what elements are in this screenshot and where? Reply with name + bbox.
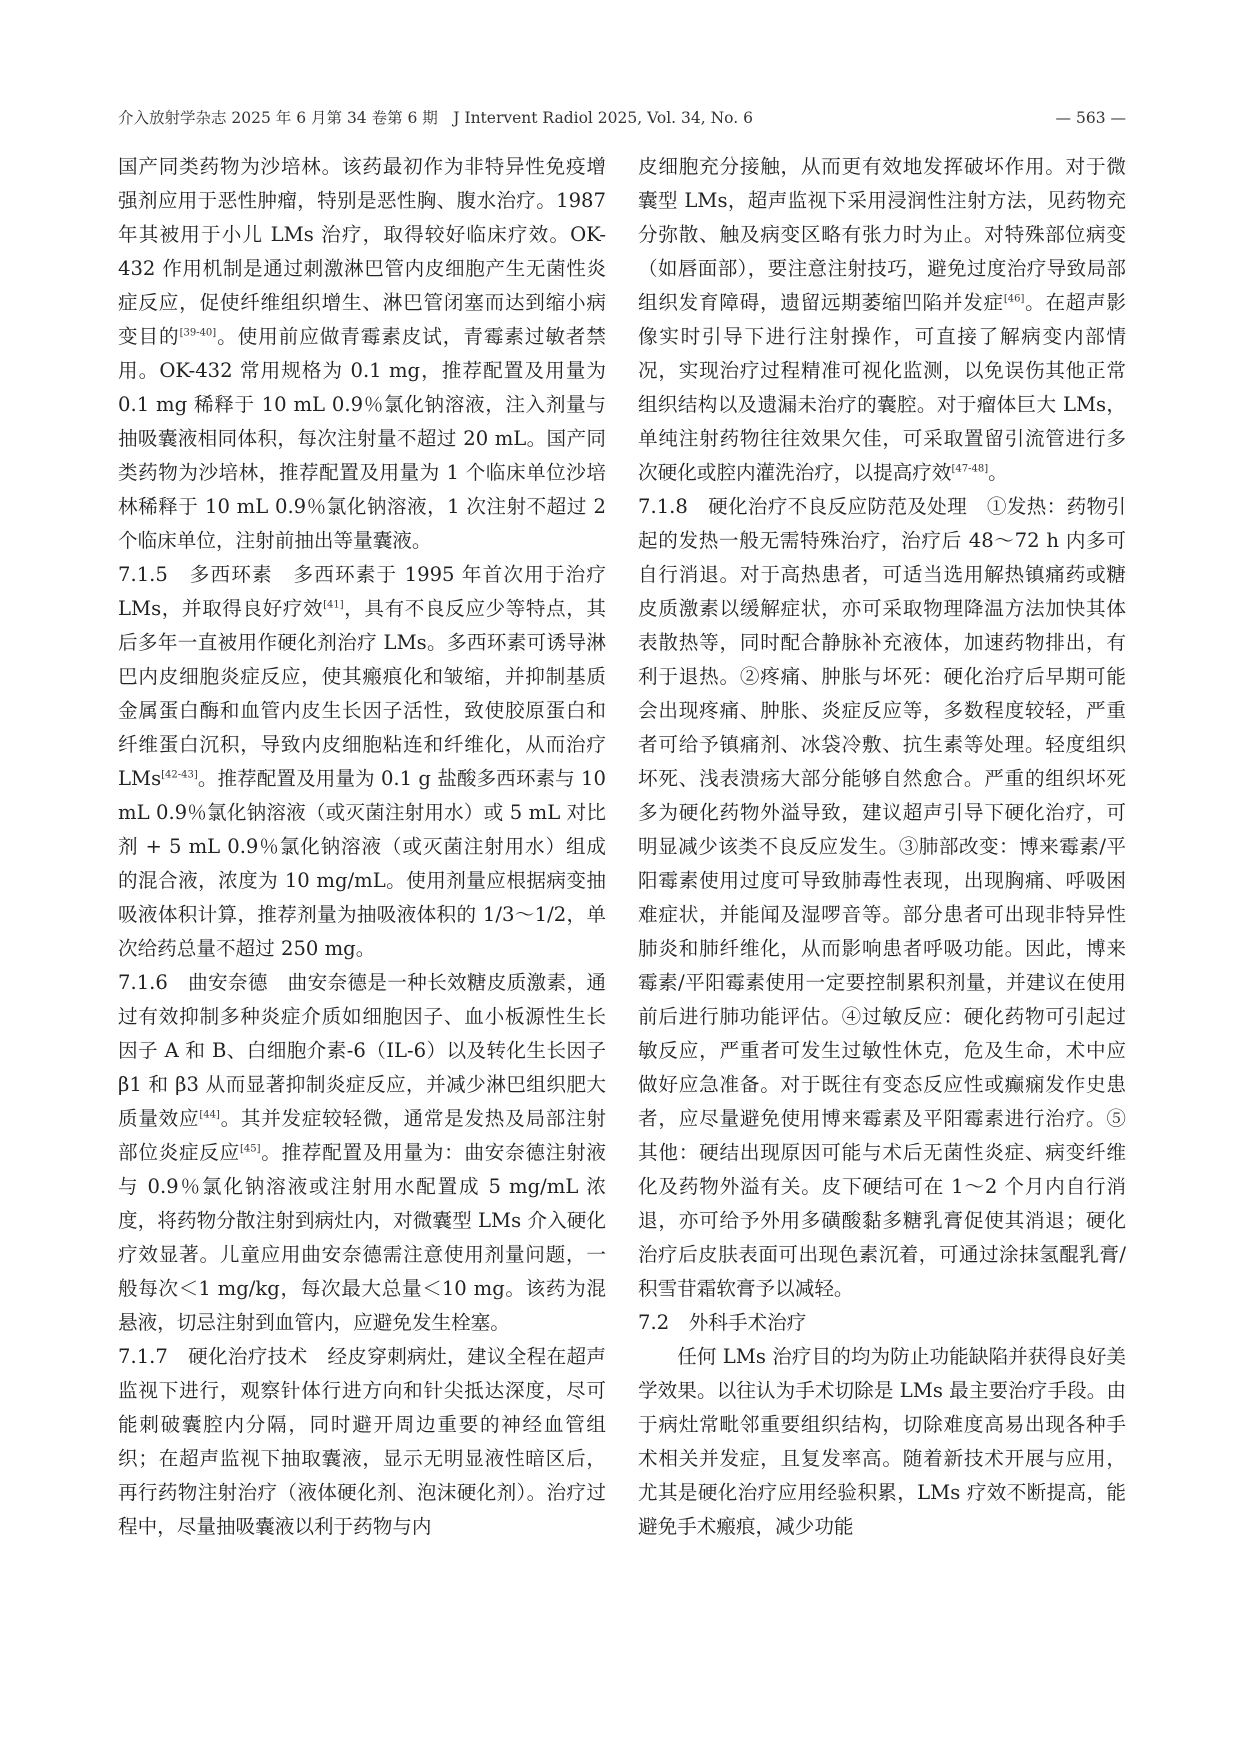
journal-citation: 介入放射学杂志 2025 年 6 月第 34 卷第 6 期 J Intervent Radiol 2025, Vol. 34, No. 6 <box>118 109 753 127</box>
paragraph-text: 。 <box>988 461 1008 484</box>
paragraph-continued <box>118 150 606 558</box>
paragraph-text: 国产同类药物为沙培林。该药最初作为非特异性免疫增强剂应用于恶性肿瘤，特别是恶性胸、腹水治疗。1987 年其被用于小儿 LMs 治疗，取得较好临床疗效。OK-432 作用机制是通过刺激淋巴管内皮细胞产生无菌性炎症反应，促使纤维组织增生、淋巴管闭塞而达到缩小病变目的 <box>118 155 606 348</box>
paragraph-text: 。推荐配置及用量为：曲安奈德注射液与 0.9％氯化钠溶液或注射用水配置成 5 mg/mL 浓度，将药物分散注射到病灶内，对微囊型 LMs 介入硬化疗效显著。儿童应用曲安奈德需注意使用剂量问题，一般每次＜1 mg/kg，每次最大总量＜10 mg。该药为混悬液，切忌注射到血管内，应避免发生栓塞。 <box>118 1141 607 1334</box>
paragraph-text: 任何 LMs 治疗目的均为防止功能缺陷并获得良好美学效果。以往认为手术切除是 LMs 最主要治疗手段。由于病灶常毗邻重要组织结构，切除难度高易出现各种手术相关并发症，且复发率高。随着新技术开展与应用，尤其是硬化治疗应用经验积累，LMs 疗效不断提高，能避免手术瘢痕，减少功能 <box>638 1345 1126 1538</box>
running-header <box>118 104 1126 132</box>
right-column <box>638 150 1126 1544</box>
citation: [39-40] <box>179 327 217 339</box>
section-7-1-6 <box>118 966 606 1340</box>
paragraph-text: 经皮穿刺病灶，建议全程在超声监视下进行，观察针体行进方向和针尖抵达深度，尽可能刺破囊腔内分隔，同时避开周边重要的神经血管组织；在超声监视下抽取囊液，显示无明显液性暗区后，再行药物注射治疗（液体硬化剂、泡沫硬化剂）。治疗过程中，尽量抽吸囊液以利于药物与内 <box>118 1345 607 1538</box>
section-7-1-5 <box>118 558 606 966</box>
paragraph-continued <box>638 150 1126 490</box>
section-heading: 7.1.6 曲安奈德 <box>118 971 268 994</box>
left-column <box>118 150 606 1544</box>
paragraph-text: 曲安奈德是一种长效糖皮质激素，通过有效抑制多种炎症介质如细胞因子、血小板源性生长因子 A 和 B、白细胞介素-6（IL-6）以及转化生长因子 β1 和 β3 从而显著抑制炎症反应，并减少淋巴组织肥大质量效应 <box>118 971 607 1130</box>
citation: [41] <box>323 599 344 611</box>
section-7-1-8 <box>638 490 1126 1306</box>
section-heading: 7.1.8 硬化治疗不良反应防范及处理 <box>638 495 967 518</box>
section-heading: 7.2 外科手术治疗 <box>638 1311 807 1334</box>
section-7-2-paragraph <box>638 1340 1126 1544</box>
citation: [47-48] <box>951 463 989 475</box>
paragraph-text: ①发热：药物引起的发热一般无需特殊治疗，治疗后 48～72 h 内多可自行消退。对于高热患者，可适当选用解热镇痛药或糖皮质激素以缓解症状，亦可采取物理降温方法加快其体表散热等，同时配合静脉补充液体，加速药物排出，有利于退热。②疼痛、肿胀与坏死：硬化治疗后早期可能会出现疼痛、肿胀、炎症反应等，多数程度较轻，严重者可给予镇痛剂、冰袋冷敷、抗生素等处理。轻度组织坏死、浅表溃疡大部分能够自然愈合。严重的组织坏死多为硬化药物外溢导致，建议超声引导下硬化治疗，可明显减少该类不良反应发生。③肺部改变：博来霉素/平阳霉素使用过度可导致肺毒性表现，出现胸痛、呼吸困难症状，并能闻及湿啰音等。部分患者可出现非特异性肺炎和肺纤维化，从而影响患者呼吸功能。因此，博来霉素/平阳霉素使用一定要控制累积剂量，并建议在使用前后进行肺功能评估。④过敏反应：硬化药物可引起过敏反应，严重者可发生过敏性休克，危及生命，术中应做好应急准备。对于既往有变态反应性或癫痫发作史患者，应尽量避免使用博来霉素及平阳霉素进行治疗。⑤其他：硬结出现原因可能与术后无菌性炎症、病变纤维化及药物外溢有关。皮下硬结可在 1～2 个月内自行消退，亦可给予外用多磺酸黏多糖乳膏促使其消退；硬化治疗后皮肤表面可出现色素沉着，可通过涂抹氢醌乳膏/积雪苷霜软膏予以减轻。 <box>638 495 1127 1300</box>
paragraph-text: 。使用前应做青霉素皮试，青霉素过敏者禁用。OK-432 常用规格为 0.1 mg，推荐配置及用量为 0.1 mg 稀释于 10 mL 0.9％氯化钠溶液，注入剂量与抽吸囊液相同体积，每次注射量不超过 20 mL。国产同类药物为沙培林，推荐配置及用量为 1 个临床单位沙培林稀释于 10 mL 0.9％氯化钠溶液，1 次注射不超过 2 个临床单位，注射前抽出等量囊液。 <box>118 325 607 552</box>
page-number: — 563 — <box>1055 109 1126 127</box>
paragraph-text: 。推荐配置及用量为 0.1 g 盐酸多西环素与 10 mL 0.9％氯化钠溶液（或灭菌注射用水）或 5 mL 对比剂 + 5 mL 0.9％氯化钠溶液（或灭菌注射用水）组成的混合液，浓度为 10 mg/mL。使用剂量应根据病变抽吸液体积计算，推荐剂量为抽吸液体积的 1/3～1/2，单次给药总量不超过 250 mg。 <box>118 767 606 960</box>
citation: [42-43] <box>161 769 198 781</box>
section-7-1-7 <box>118 1340 606 1544</box>
citation: [44] <box>199 1109 220 1121</box>
section-7-2-heading <box>638 1306 1126 1340</box>
citation: [46] <box>1003 293 1025 305</box>
paragraph-text: ，具有不良反应少等特点，其后多年一直被用作硬化剂治疗 LMs。多西环素可诱导淋巴内皮细胞炎症反应，使其瘢痕化和皱缩，并抑制基质金属蛋白酶和血管内皮生长因子活性，致使胶原蛋白和纤维蛋白沉积，导致内皮细胞粘连和纤维化，从而治疗 LMs <box>118 597 606 790</box>
paragraph-text: 。在超声影像实时引导下进行注射操作，可直接了解病变内部情况，实现治疗过程精准可视化监测，以免误伤其他正常组织结构以及遗漏未治疗的囊腔。对于瘤体巨大 LMs，单纯注射药物往往效果欠佳，可采取置留引流管进行多次硬化或腔内灌洗治疗，以提高疗效 <box>638 291 1127 484</box>
citation: [45] <box>239 1143 261 1155</box>
section-heading: 7.1.7 硬化治疗技术 <box>118 1345 308 1368</box>
paragraph-text: 多西环素于 1995 年首次用于治疗 LMs，并取得良好疗效 <box>118 563 606 620</box>
section-heading: 7.1.5 多西环素 <box>118 563 273 586</box>
paragraph-text: 皮细胞充分接触，从而更有效地发挥破坏作用。对于微囊型 LMs，超声监视下采用浸润性注射方法，见药物充分弥散、触及病变区略有张力时为止。对特殊部位病变（如唇面部），要注意注射技巧，避免过度治疗导致局部组织发育障碍，遗留远期萎缩凹陷并发症 <box>638 155 1126 314</box>
paragraph-text: 。其并发症较轻微，通常是发热及局部注射部位炎症反应 <box>118 1107 607 1164</box>
